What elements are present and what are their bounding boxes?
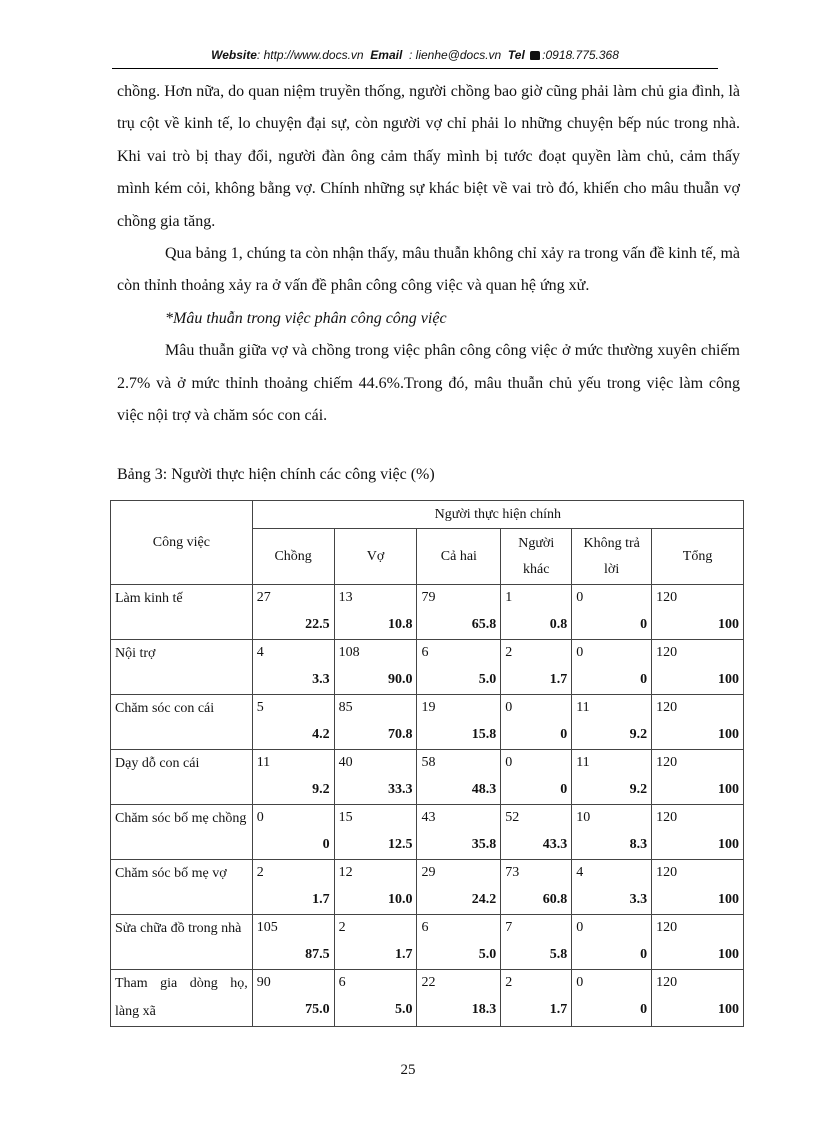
table-cell [652,750,744,805]
table-cell [252,860,334,915]
phone-icon [530,51,540,60]
count-value: 22 [421,975,436,990]
table-row [111,970,744,1027]
table-cell [417,695,501,750]
percent-value: 4.2 [312,727,330,742]
count-value: 11 [256,755,271,770]
count-value: 0 [256,810,264,825]
column-header: Tổng [652,529,744,585]
count-value: 120 [656,920,678,935]
count-value: 0 [505,755,513,770]
table-cell [501,750,572,805]
count-value: 6 [338,975,346,990]
percent-value: 8.3 [629,837,648,852]
table-cell [652,970,744,1027]
table-row [111,640,744,695]
table-cell [652,860,744,915]
count-value: 2 [256,865,264,880]
count-value: 0 [576,645,584,660]
count-value: 11 [576,755,590,770]
table-caption: Bảng 3: Người thực hiện chính các công việc (%) [117,466,435,483]
percent-value: 0 [560,782,568,797]
table-cell [334,970,417,1027]
count-value: 27 [256,590,271,605]
percent-value: 65.8 [471,617,497,632]
table-cell [501,970,572,1027]
percent-value: 1.7 [394,947,413,962]
table-cell [417,640,501,695]
table-cell [572,640,652,695]
percent-value: 5.0 [478,947,497,962]
column-header: Người khác [501,529,572,585]
percent-value: 1.7 [549,1002,568,1017]
count-value: 120 [656,645,678,660]
percent-value: 75.0 [305,1002,330,1017]
table-cell [652,640,744,695]
percent-value: 100 [718,782,739,797]
percent-value: 60.8 [542,892,568,907]
count-value: 15 [338,810,353,825]
percent-value: 3.3 [629,892,648,907]
count-value: 12 [338,865,353,880]
table-cell [334,915,417,970]
percent-value: 10.0 [387,892,413,907]
table-cell [572,695,652,750]
percent-value: 0 [560,727,568,742]
count-value: 0 [576,920,584,935]
row-label: Dạy dỗ con cái [111,750,253,805]
percent-value: 22.5 [305,617,330,632]
percent-value: 100 [718,617,739,632]
count-value: 73 [505,865,520,880]
table-cell [501,860,572,915]
table-cell [572,585,652,640]
count-value: 29 [421,865,436,880]
count-value: 0 [505,700,513,715]
count-value: 4 [256,645,264,660]
table-cell [252,695,334,750]
table-cell [417,585,501,640]
table-row [111,695,744,750]
percent-value: 5.0 [478,672,497,687]
percent-value: 24.2 [471,892,497,907]
table-cell [334,860,417,915]
table-cell [252,970,334,1027]
section-heading: *Mâu thuẫn trong việc phân công công việc [165,309,447,327]
column-header: Chồng [252,529,334,585]
percent-value: 9.2 [312,782,330,797]
percent-value: 12.5 [387,837,413,852]
count-value: 120 [656,700,678,715]
table-cell [652,695,744,750]
paragraph-1: chồng. Hơn nữa, do quan niệm truyền thống, người chồng bao giờ cũng phải làm chủ gia đình, là trụ cột về kinh tế, lo chuyện đại sự, còn người vợ chỉ phải lo những chuyện bếp núc trong nhà. Khi vai trò bị thay đổi, người đàn ông cảm thấy mình bị tước đoạt quyền làm chủ, cảm thấy mình kém cỏi, không bằng vợ. Chính những sự khác biệt về vai trò đó, khiến cho mâu thuẫn vợ chồng gia tăng. [117,83,740,230]
percent-value: 1.7 [312,892,330,907]
count-value: 2 [505,645,513,660]
count-value: 10 [576,810,591,825]
email-value[interactable]: lienhe@docs.vn [415,48,502,62]
percent-value: 0 [640,1002,648,1017]
count-value: 11 [576,700,590,715]
row-label: Sửa chữa đồ trong nhà [111,915,253,970]
corner-header: Công việc [111,501,253,585]
count-value: 40 [338,755,353,770]
percent-value: 5.8 [549,947,568,962]
table-cell [501,585,572,640]
percent-value: 0 [640,617,648,632]
website-url[interactable]: http://www.docs.vn [263,48,364,62]
table-cell [334,640,417,695]
paragraph-3: Mâu thuẫn giữa vợ và chồng trong việc phân công công việc ở mức thường xuyên chiếm 2.7% và ở mức thỉnh thoảng chiếm 44.6%.Trong đó, mâu thuẫn chủ yếu trong việc làm công việc nội trợ và chăm sóc con cái. [117,342,740,425]
table-cell [417,805,501,860]
percent-value: 5.0 [394,1002,413,1017]
column-header: Vợ [334,529,417,585]
email-sep: : [408,48,413,62]
table-cell [652,805,744,860]
percent-value: 100 [718,1002,739,1017]
work-division-table [110,500,744,1027]
table-row [111,585,744,640]
table-cell [334,750,417,805]
table-cell [652,915,744,970]
count-value: 6 [421,645,429,660]
percent-value: 10.8 [387,617,413,632]
percent-value: 48.3 [471,782,497,797]
count-value: 79 [421,590,436,605]
count-value: 58 [421,755,436,770]
table-row [111,805,744,860]
count-value: 120 [656,975,678,990]
column-header: Cả hai [417,529,501,585]
row-label: Chăm sóc con cái [111,695,253,750]
table-cell [501,695,572,750]
table-cell [501,640,572,695]
percent-value: 100 [718,672,739,687]
count-value: 1 [505,590,513,605]
count-value: 43 [421,810,436,825]
table-cell [501,805,572,860]
paragraph-2: Qua bảng 1, chúng ta còn nhận thấy, mâu thuẫn không chỉ xảy ra trong vấn đề kinh tế, mà còn thỉnh thoảng xảy ra ở vấn đề phân công công việc và quan hệ ứng xử. [117,245,740,295]
table-cell [334,585,417,640]
table-cell [572,805,652,860]
table-cell [252,585,334,640]
count-value: 52 [505,810,520,825]
table-row [111,915,744,970]
count-value: 7 [505,920,513,935]
percent-value: 9.2 [629,727,648,742]
column-header: Không trả lời [572,529,652,585]
percent-value: 0 [640,672,648,687]
table-cell [572,970,652,1027]
percent-value: 35.8 [471,837,497,852]
table-cell [572,750,652,805]
count-value: 4 [576,865,584,880]
percent-value: 1.7 [549,672,568,687]
percent-value: 43.3 [542,837,568,852]
table-cell [417,915,501,970]
percent-value: 70.8 [387,727,413,742]
percent-value: 100 [718,837,739,852]
count-value: 13 [338,590,353,605]
count-value: 90 [256,975,271,990]
table-cell [417,970,501,1027]
percent-value: 18.3 [471,1002,497,1017]
table-cell [252,915,334,970]
percent-value: 100 [718,947,739,962]
count-value: 108 [338,645,360,660]
table-row [111,860,744,915]
count-value: 5 [256,700,264,715]
row-label: Tham gia dòng họ, làng xã [111,970,253,1027]
row-label: Nội trợ [111,640,253,695]
table-cell [252,640,334,695]
count-value: 120 [656,865,678,880]
percent-value: 3.3 [312,672,330,687]
percent-value: 33.3 [387,782,413,797]
table-cell [652,585,744,640]
percent-value: 87.5 [305,947,330,962]
table-cell [252,805,334,860]
table-cell [334,695,417,750]
tel-label: Tel [507,48,525,62]
count-value: 120 [656,590,678,605]
count-value: 2 [338,920,346,935]
count-value: 2 [505,975,513,990]
table-cell [501,915,572,970]
count-value: 6 [421,920,429,935]
table-cell [334,805,417,860]
row-label: Chăm sóc bố mẹ chồng [111,805,253,860]
percent-value: 100 [718,892,739,907]
count-value: 105 [256,920,278,935]
table-cell [252,750,334,805]
row-label: Chăm sóc bố mẹ vợ [111,860,253,915]
percent-value: 100 [718,727,739,742]
page-number: 25 [400,1062,416,1078]
percent-value: 0 [322,837,330,852]
percent-value: 15.8 [471,727,497,742]
percent-value: 9.2 [629,782,648,797]
website-sep: : [256,48,261,62]
count-value: 120 [656,755,678,770]
table-cell [417,860,501,915]
table-cell [572,915,652,970]
percent-value: 90.0 [387,672,413,687]
count-value: 0 [576,975,584,990]
body-text [117,76,740,432]
table-row [111,750,744,805]
count-value: 0 [576,590,584,605]
website-label: Website [211,48,257,62]
page-header [112,48,718,69]
table-cell [572,860,652,915]
tel-value: :0918.775.368 [542,48,619,62]
row-label: Làm kinh tế [111,585,253,640]
percent-value: 0.8 [549,617,568,632]
count-value: 19 [421,700,436,715]
email-label: Email [370,48,403,62]
group-header: Người thực hiện chính [252,501,743,529]
count-value: 85 [338,700,353,715]
count-value: 120 [656,810,678,825]
table-cell [417,750,501,805]
percent-value: 0 [640,947,648,962]
